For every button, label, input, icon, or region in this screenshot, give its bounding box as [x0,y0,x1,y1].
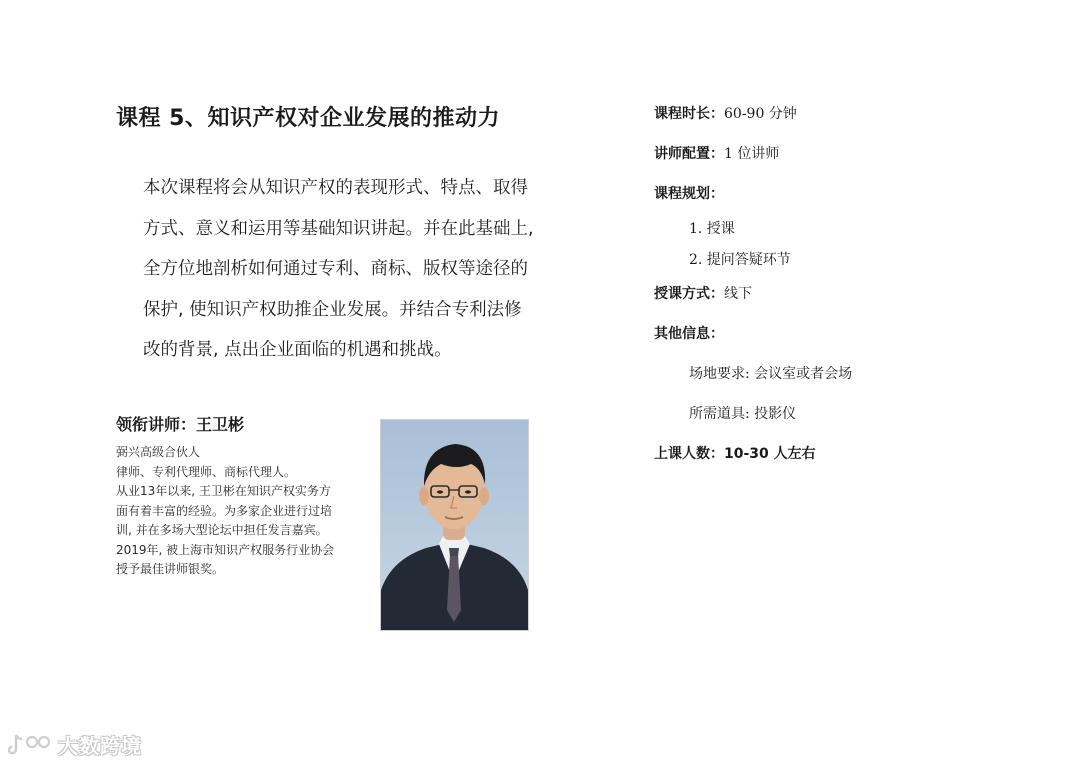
tiktok-style-logo-icon [8,731,54,757]
description-line: 本次课程将会从知识产权的表现形式、特点、取得 [143,178,528,198]
bio-line: 弼兴高级合伙人 [116,445,201,459]
bio-line: 授予最佳讲师银奖。 [116,562,225,576]
lecturers-row [654,143,779,163]
bio-line: 训, 并在多场大型论坛中担任发言嘉宾。 [116,523,328,537]
description-line: 方式、意义和运用等基础知识讲起。并在此基础上, [143,218,534,239]
lecturer-heading: 领衔讲师：王卫彬 [116,415,245,434]
bio-line: 从业13年以来, 王卫彬在知识产权实务方 [116,484,331,498]
duration-label: 课程时长： [654,106,724,122]
lecturers-value: 1 位讲师 [724,146,780,162]
duration-row [654,103,797,123]
lecturers-label: 讲师配置： [654,146,724,162]
course-description [143,168,543,371]
bio-line: 面有着丰富的经验。为多家企业进行过培 [116,503,333,518]
description-line: 全方位地剖析如何通过专利、商标、版权等途径的 [143,259,528,279]
plan-item: 1. 授课 [689,221,735,237]
description-line: 保护, 使知识产权助推企业发展。并结合专利法修 [143,299,522,320]
plan-label: 课程规划： [654,186,724,202]
watermark [8,730,142,758]
portrait-illustration [381,420,528,630]
attendees-row: 上课人数：10-30 人左右 [654,446,816,462]
duration-value: 60-90 分钟 [724,106,797,122]
lecturer-bio [116,443,378,580]
bio-line: 2019年, 被上海市知识产权服务行业协会 [116,542,335,557]
mode-row [654,283,752,303]
props-requirement: 所需道具: 投影仪 [689,406,797,422]
mode-label: 授课方式： [654,286,724,302]
watermark-text: 大数跨境 [58,733,142,758]
plan-item: 2. 提问答疑环节 [689,252,791,268]
other-info-row [654,323,724,343]
mode-value: 线下 [724,286,752,302]
plan-row [654,183,724,203]
course-title: 课程 5、知识产权对企业发展的推动力 [116,106,500,131]
other-info-label: 其他信息： [654,326,724,342]
lecturer-portrait [380,419,529,631]
bio-line: 律师、专利代理师、商标代理人。 [116,464,297,479]
description-line: 改的背景, 点出企业面临的机遇和挑战。 [143,340,452,360]
venue-requirement: 场地要求: 会议室或者会场 [689,366,853,382]
